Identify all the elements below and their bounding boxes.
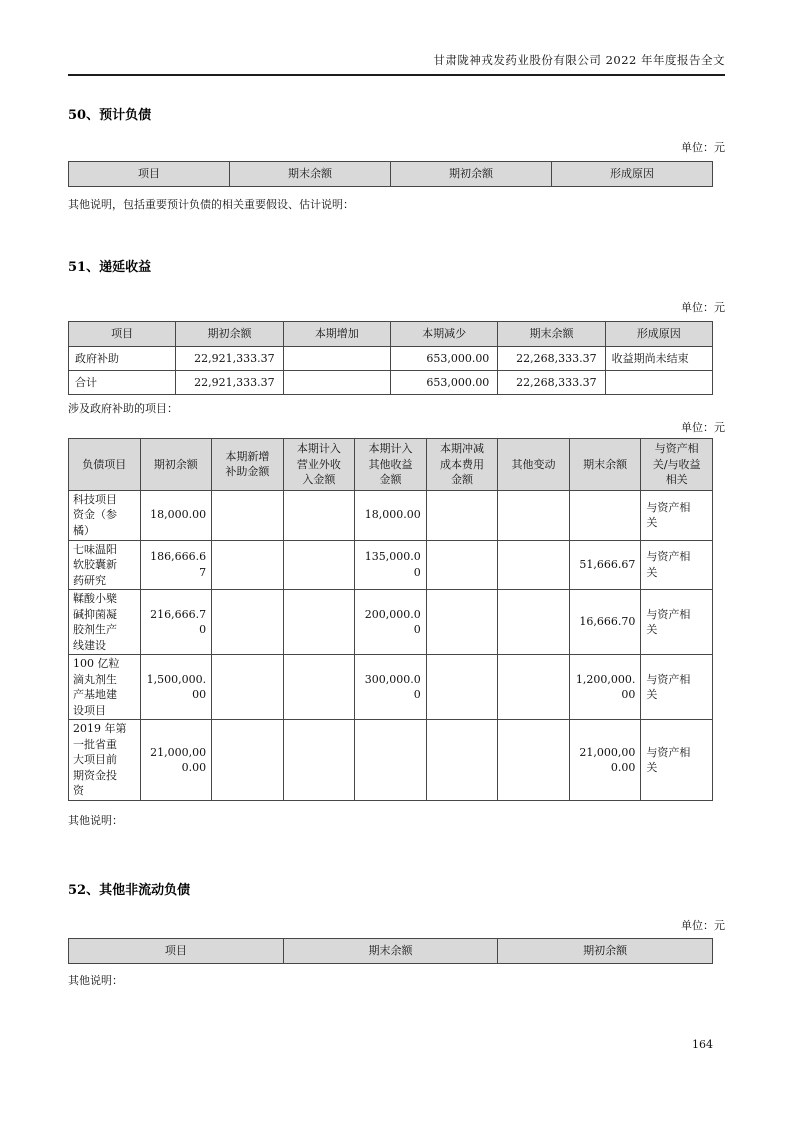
header-cell: 期末余额 xyxy=(498,322,605,347)
header-cell: 期初余额 xyxy=(391,162,552,187)
cell-project: 科技项目资金（参橘） xyxy=(69,490,141,540)
cell-project: 七味温阳软胶囊新药研究 xyxy=(69,540,141,590)
table-row xyxy=(69,371,713,395)
cell-asset-related: 与资产相关 xyxy=(641,490,713,540)
header-cell: 项目 xyxy=(69,162,230,187)
section51-note: 其他说明： xyxy=(68,814,123,827)
cell-closing-balance: 22,268,333.37 xyxy=(498,347,605,371)
section50-title: 50、预计负债 xyxy=(68,108,152,123)
table-row xyxy=(69,540,713,590)
cell-other-changes xyxy=(498,655,570,720)
cell-opening-balance: 21,000,000.00 xyxy=(140,720,212,801)
cell-increase xyxy=(283,347,390,371)
cell-item: 合计 xyxy=(69,371,176,395)
grant-table-unit-label: 单位：元 xyxy=(681,421,725,434)
cell-asset-related: 与资产相关 xyxy=(641,655,713,720)
cell-decrease: 653,000.00 xyxy=(390,347,497,371)
cell-nonoperating-income xyxy=(283,655,355,720)
cell-closing-balance: 21,000,000.00 xyxy=(569,720,641,801)
cell-closing-balance: 51,666.67 xyxy=(569,540,641,590)
table-row xyxy=(69,490,713,540)
header-cell: 本期计入其他收益金额 xyxy=(355,439,427,491)
cell-opening-balance: 22,921,333.37 xyxy=(176,371,283,395)
cell-opening-balance: 22,921,333.37 xyxy=(176,347,283,371)
cell-item: 政府补助 xyxy=(69,347,176,371)
cell-closing-balance: 16,666.70 xyxy=(569,590,641,655)
table-row xyxy=(69,347,713,371)
cell-other-income: 135,000.00 xyxy=(355,540,427,590)
government-grant-table xyxy=(68,438,713,801)
section52-unit-label: 单位：元 xyxy=(681,919,725,932)
table-row xyxy=(69,590,713,655)
deferred-income-table xyxy=(68,321,713,395)
cell-other-income: 300,000.00 xyxy=(355,655,427,720)
cell-closing-balance: 22,268,333.37 xyxy=(498,371,605,395)
cell-other-changes xyxy=(498,720,570,801)
header-cell: 其他变动 xyxy=(498,439,570,491)
cell-other-changes xyxy=(498,590,570,655)
section51-title: 51、递延收益 xyxy=(68,260,152,275)
other-noncurrent-liabilities-table xyxy=(68,938,713,964)
cell-opening-balance: 18,000.00 xyxy=(140,490,212,540)
section51-unit-label: 单位：元 xyxy=(681,301,725,314)
document-header: 甘肃陇神戎发药业股份有限公司 2022 年年度报告全文 xyxy=(68,52,725,76)
cell-asset-related: 与资产相关 xyxy=(641,720,713,801)
cell-closing-balance xyxy=(569,490,641,540)
cell-asset-related: 与资产相关 xyxy=(641,590,713,655)
cell-nonoperating-income xyxy=(283,720,355,801)
table-header-row xyxy=(69,939,713,964)
table-row xyxy=(69,655,713,720)
section51-subtitle: 涉及政府补助的项目： xyxy=(68,402,178,415)
cell-other-changes xyxy=(498,490,570,540)
cell-other-income: 18,000.00 xyxy=(355,490,427,540)
cell-asset-related: 与资产相关 xyxy=(641,540,713,590)
cell-nonoperating-income xyxy=(283,590,355,655)
cell-project: 100 亿粒滴丸剂生产基地建设项目 xyxy=(69,655,141,720)
header-cell: 期末余额 xyxy=(569,439,641,491)
header-cell: 期末余额 xyxy=(230,162,391,187)
cell-cost-offset xyxy=(426,540,498,590)
cell-other-income xyxy=(355,720,427,801)
section50-unit-label: 单位：元 xyxy=(681,141,725,154)
cell-new-grant xyxy=(212,655,284,720)
cell-opening-balance: 186,666.67 xyxy=(140,540,212,590)
table-row xyxy=(69,720,713,801)
cell-cost-offset xyxy=(426,655,498,720)
cell-decrease: 653,000.00 xyxy=(390,371,497,395)
cell-other-changes xyxy=(498,540,570,590)
table-header-row xyxy=(69,439,713,491)
cell-cost-offset xyxy=(426,590,498,655)
cell-closing-balance: 1,200,000.00 xyxy=(569,655,641,720)
header-cell: 本期计入营业外收入金额 xyxy=(283,439,355,491)
section50-note: 其他说明，包括重要预计负债的相关重要假设、估计说明： xyxy=(68,198,354,211)
header-cell: 期初余额 xyxy=(140,439,212,491)
table-header-row xyxy=(69,322,713,347)
header-cell: 期初余额 xyxy=(176,322,283,347)
cell-project: 鞣酸小檗碱抑菌凝胶剂生产线建设 xyxy=(69,590,141,655)
cell-opening-balance: 216,666.70 xyxy=(140,590,212,655)
header-cell: 形成原因 xyxy=(552,162,713,187)
cell-nonoperating-income xyxy=(283,490,355,540)
header-cell: 期初余额 xyxy=(498,939,713,964)
cell-new-grant xyxy=(212,590,284,655)
cell-nonoperating-income xyxy=(283,540,355,590)
cell-new-grant xyxy=(212,540,284,590)
header-cell: 本期冲减成本费用金额 xyxy=(426,439,498,491)
estimated-liabilities-table xyxy=(68,161,713,187)
cell-project: 2019 年第一批省重大项目前期资金投资 xyxy=(69,720,141,801)
header-cell: 项目 xyxy=(69,939,284,964)
cell-reason xyxy=(605,371,712,395)
cell-opening-balance: 1,500,000.00 xyxy=(140,655,212,720)
header-cell: 与资产相关/与收益相关 xyxy=(641,439,713,491)
header-cell: 本期新增补助金额 xyxy=(212,439,284,491)
header-cell: 本期增加 xyxy=(283,322,390,347)
cell-new-grant xyxy=(212,490,284,540)
cell-other-income: 200,000.00 xyxy=(355,590,427,655)
section52-title: 52、其他非流动负债 xyxy=(68,883,191,898)
header-cell: 项目 xyxy=(69,322,176,347)
cell-new-grant xyxy=(212,720,284,801)
header-cell: 期末余额 xyxy=(283,939,498,964)
table-header-row xyxy=(69,162,713,187)
page-content xyxy=(68,0,725,988)
header-cell: 负债项目 xyxy=(69,439,141,491)
section52-note: 其他说明： xyxy=(68,974,123,987)
cell-cost-offset xyxy=(426,490,498,540)
cell-reason: 收益期尚未结束 xyxy=(605,347,712,371)
header-cell: 形成原因 xyxy=(605,322,712,347)
header-cell: 本期减少 xyxy=(390,322,497,347)
cell-cost-offset xyxy=(426,720,498,801)
cell-increase xyxy=(283,371,390,395)
page-number: 164 xyxy=(692,1038,713,1051)
